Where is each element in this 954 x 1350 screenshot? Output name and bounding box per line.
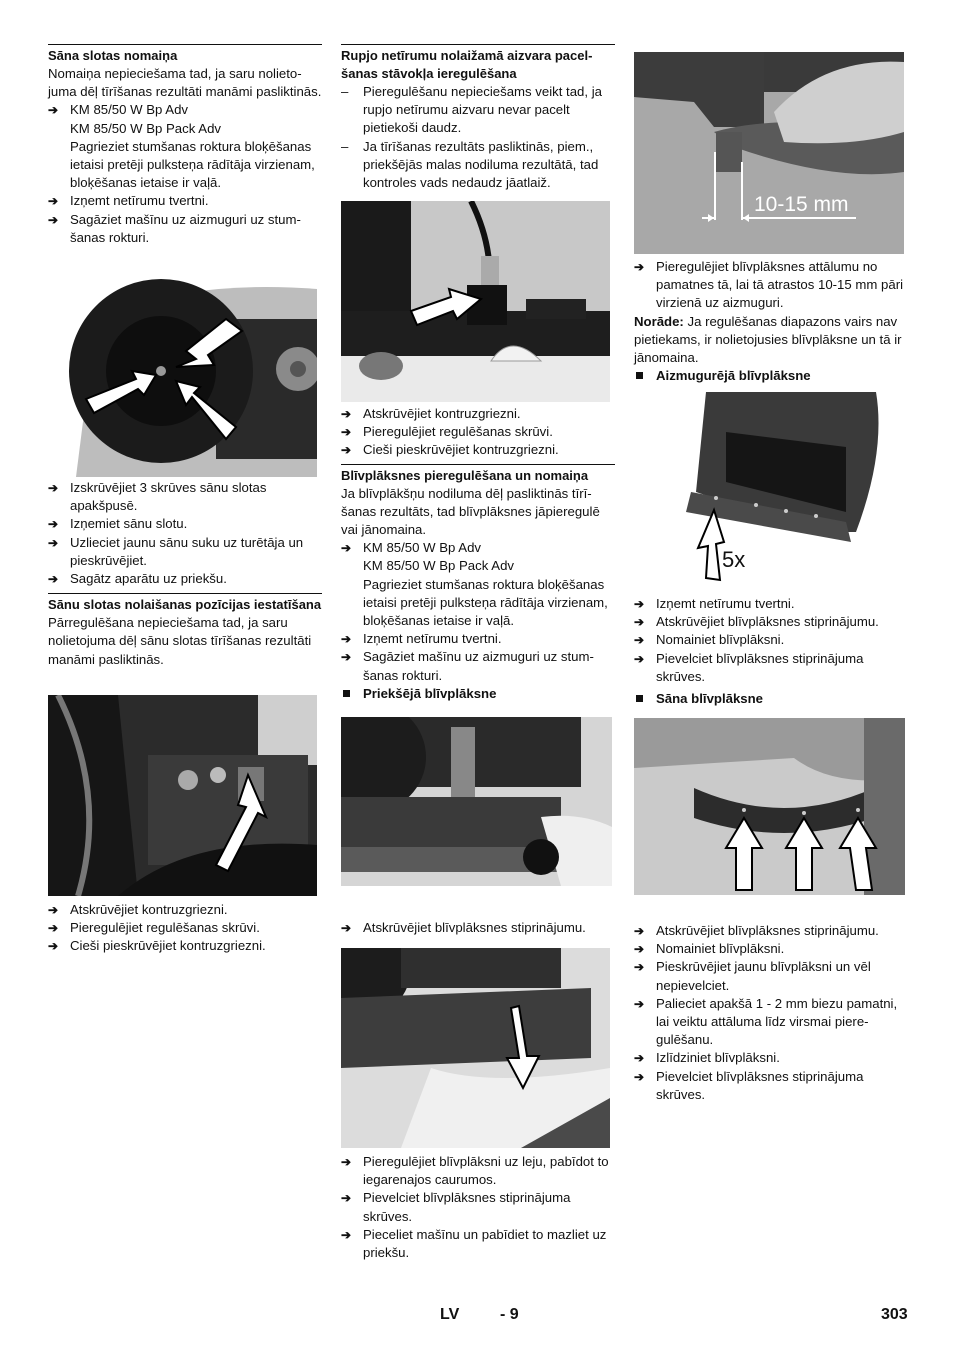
- step-item: ➔ Nomainiet blīvplāksni.: [634, 940, 906, 958]
- arrow-icon: ➔: [341, 407, 352, 421]
- arrow-icon: ➔: [48, 194, 59, 209]
- arrow-icon: ➔: [48, 572, 59, 587]
- arrow-icon: ➔: [634, 960, 645, 975]
- step-item: ➔ KM 85/50 W Bp Adv KM 85/50 W Bp Pack Adv Pagrieziet stumšanas roktura bloķēšanas ietaisi pretēji pulksteņa rādītāja virzienam, bloķēšanas ietaise ir vaļā.: [341, 540, 608, 629]
- column-2: [341, 44, 615, 192]
- step-item: ➔ Pievelciet blīvplāksnes stiprinājuma skrūves.: [634, 650, 864, 684]
- arrow-icon: ➔: [341, 425, 352, 440]
- arrow-icon: ➔: [48, 921, 59, 936]
- column-2-bottom: [341, 1153, 615, 1262]
- square-bullet-icon: [636, 372, 643, 379]
- column-3-side-steps: [634, 922, 906, 1104]
- arrow-icon: ➔: [634, 633, 645, 648]
- square-bullet-icon: [636, 695, 643, 702]
- step-item: ➔ Sagātz aparātu uz priekšu.: [48, 570, 322, 588]
- step-item: ➔ Izņemt netīrumu tvertni.: [634, 595, 906, 613]
- arrow-icon: ➔: [634, 651, 645, 666]
- step-item: ➔ Pieregulējiet regulēšanas skrūvi.: [48, 919, 322, 937]
- arrow-icon: ➔: [48, 212, 59, 227]
- dash-marker: –: [341, 84, 349, 99]
- step-item: ➔ Izņemt netīrumu tvertni.: [341, 630, 615, 648]
- arrow-icon: ➔: [341, 1227, 352, 1242]
- arrow-icon: ➔: [341, 541, 352, 556]
- arrow-icon: ➔: [48, 517, 59, 532]
- step-item: ➔ Atskrūvējiet blīvplāksnes stiprinājumu.: [341, 919, 615, 937]
- arrow-icon: ➔: [48, 535, 59, 550]
- footer-language: LV: [440, 1306, 460, 1323]
- side-seal-photo: [634, 718, 905, 895]
- note-text: Norāde: Ja regulēšanas diapazons vairs nav pietiekams, ir nolietojusies blīvplāksne un tā ir jānomaina.: [634, 313, 902, 366]
- step-item: ➔ Atskrūvējiet kontruzgriezni.: [48, 901, 322, 919]
- count-label: 5x: [722, 547, 746, 572]
- arrow-icon: ➔: [341, 632, 352, 647]
- front-seal-lower-photo: [341, 948, 610, 1148]
- step-item: ➔ Sagāziet mašīnu uz aizmuguri uz stumšanas rokturi.: [48, 211, 301, 245]
- column-3: [634, 258, 906, 385]
- arrow-icon: ➔: [48, 103, 59, 118]
- column-3-rear-steps: [634, 595, 906, 708]
- arrow-icon: ➔: [341, 1191, 352, 1206]
- arrow-icon: ➔: [634, 924, 645, 938]
- dash-item: – Pieregulēšanu nepieciešams veikt tad, ja rupjo netīrumu aizvaru nevar pacelt pietiekoši daudz.: [341, 84, 602, 136]
- step-item: ➔ Atskrūvējiet blīvplāksnes stiprinājumu.: [634, 922, 906, 940]
- dash-item: – Ja tīrīšanas rezultāts pasliktinās, piem., priekšējās malas nodiluma rezultātā, tad kontroles vads nedaudz jāatlaiž.: [341, 138, 599, 191]
- seal-distance-photo: [634, 52, 904, 254]
- arrow-icon: ➔: [48, 939, 59, 954]
- arrow-icon: ➔: [634, 942, 645, 957]
- flap-cable-adjust-photo: [341, 201, 610, 402]
- section-title-flap-adjust: Rupjo netīrumu nolaižamā aizvara pacelšanas stāvokļa ieregulēšana: [341, 48, 593, 81]
- arrow-icon: ➔: [341, 1155, 352, 1169]
- step-item: ➔ Pieregulējiet regulēšanas skrūvi.: [341, 423, 615, 441]
- step-item: ➔ Nomainiet blīvplāksni.: [634, 631, 906, 649]
- column-2-mid: [341, 405, 615, 703]
- square-bullet-icon: [343, 690, 350, 697]
- column-2-step-a: [341, 919, 615, 937]
- intro-text: Pārregulēšana nepieciešama tad, ja saru nolietojuma dēļ sānu slotas tīrīšanas rezultāti manāmi pasliktinās.: [48, 615, 312, 667]
- step-item: ➔ Uzlieciet jaunu sānu suku uz turētāja un pieskrūvējiet.: [48, 534, 304, 568]
- step-item: ➔ Pieskrūvējiet jaunu blīvplāksni un vēl nepievelciet.: [634, 959, 871, 993]
- intro-text: Nomaiņa nepieciešama tad, ja saru nolietojuma dēļ tīrīšanas rezultāti manāmi pasliktinās.: [48, 66, 322, 100]
- step-item: ➔ Izlīdziniet blīvplāksni.: [634, 1049, 906, 1067]
- step-item: ➔ Pieceliet mašīnu un pabīdiet to mazliet uz priekšu.: [341, 1226, 607, 1261]
- rear-seal-photo: [676, 392, 884, 582]
- subheading-front-seal: Priekšējā blīvplāksne: [341, 685, 615, 703]
- arrow-icon: ➔: [634, 1051, 645, 1066]
- step-item: ➔ Cieši pieskrūvējiet kontruzgriezni.: [341, 441, 615, 459]
- footer-section-page: - 9: [500, 1306, 519, 1323]
- arrow-icon: ➔: [634, 1069, 645, 1084]
- column-1-bottom: [48, 901, 322, 956]
- arrow-icon: ➔: [48, 481, 59, 495]
- subheading-side-seal: Sāna blīvplāksne: [634, 690, 906, 708]
- step-item: ➔ Pievelciet blīvplāksnes stiprinājuma skrūves.: [341, 1190, 571, 1224]
- step-item: ➔ Pieregulējiet blīvplāksnes attālumu no pamatnes tā, lai tā atrastos 10-15 mm pāri virzienā uz aizmuguri.: [634, 259, 904, 311]
- step-item: ➔ KM 85/50 W Bp Adv KM 85/50 W Bp Pack Adv Pagrieziet stumšanas roktura bloķēšanas ietaisi pretēji pulksteņa rādītāja virzienam, bloķēšanas ietaise ir vaļā.: [48, 102, 315, 191]
- arrow-icon: ➔: [341, 650, 352, 665]
- section-title-side-brush-replace: Sāna slotas nomaiņa: [48, 48, 178, 63]
- dimension-label: 10-15 mm: [754, 193, 849, 216]
- arrow-icon: ➔: [634, 260, 645, 274]
- step-item: ➔ Izskrūvējiet 3 skrūves sānu slotas apakšpusē.: [48, 480, 267, 514]
- section-title-side-brush-lowering: Sānu slotas nolaišanas pozīcijas iestatīšana: [48, 597, 322, 613]
- step-item: ➔ Sagāziet mašīnu uz aizmuguri uz stumšanas rokturi.: [341, 649, 594, 683]
- arrow-icon: ➔: [634, 996, 645, 1011]
- step-item: ➔ Izņemt netīrumu tvertni.: [48, 192, 322, 210]
- front-seal-photo: [341, 717, 612, 886]
- arrow-icon: ➔: [634, 597, 645, 611]
- side-brush-screws-photo: [66, 279, 317, 477]
- step-item: ➔ Cieši pieskrūvējiet kontruzgriezni.: [48, 937, 322, 955]
- step-item: ➔ Pieregulējiet blīvplāksni uz leju, pabīdot to iegarenajos caurumos.: [341, 1154, 609, 1188]
- intro-text: Ja blīvplākšņu nodiluma dēļ pasliktinās tīrīšanas rezultāts, tad blīvplāksnes jāpieregulē vai jānomaina.: [341, 485, 600, 538]
- step-item: ➔ Izņemiet sānu slotu.: [48, 515, 322, 533]
- footer-page-number: 303: [881, 1306, 908, 1323]
- column-1: [48, 44, 322, 247]
- step-item: ➔ Atskrūvējiet blīvplāksnes stiprinājumu.: [634, 613, 906, 631]
- step-item: ➔ Atskrūvējiet kontruzgriezni.: [341, 405, 615, 423]
- side-brush-adjust-screw-photo: [48, 695, 317, 896]
- column-1-lower: [48, 479, 322, 669]
- arrow-icon: ➔: [634, 615, 645, 630]
- dash-marker: –: [341, 138, 349, 154]
- arrow-icon: ➔: [341, 921, 352, 935]
- arrow-icon: ➔: [48, 903, 59, 917]
- step-item: ➔ Pievelciet blīvplāksnes stiprinājuma skrūves.: [634, 1068, 864, 1102]
- arrow-icon: ➔: [341, 443, 352, 458]
- section-title-seal-plate: Blīvplāksnes pieregulēšana un nomaiņa: [341, 467, 589, 483]
- step-item: ➔ Palieciet apakšā 1 - 2 mm biezu pamatni, lai veiktu attāluma līdz virsmai pieregulēšanu.: [634, 995, 898, 1048]
- subheading-rear-seal: Aizmugurējā blīvplāksne: [634, 367, 906, 385]
